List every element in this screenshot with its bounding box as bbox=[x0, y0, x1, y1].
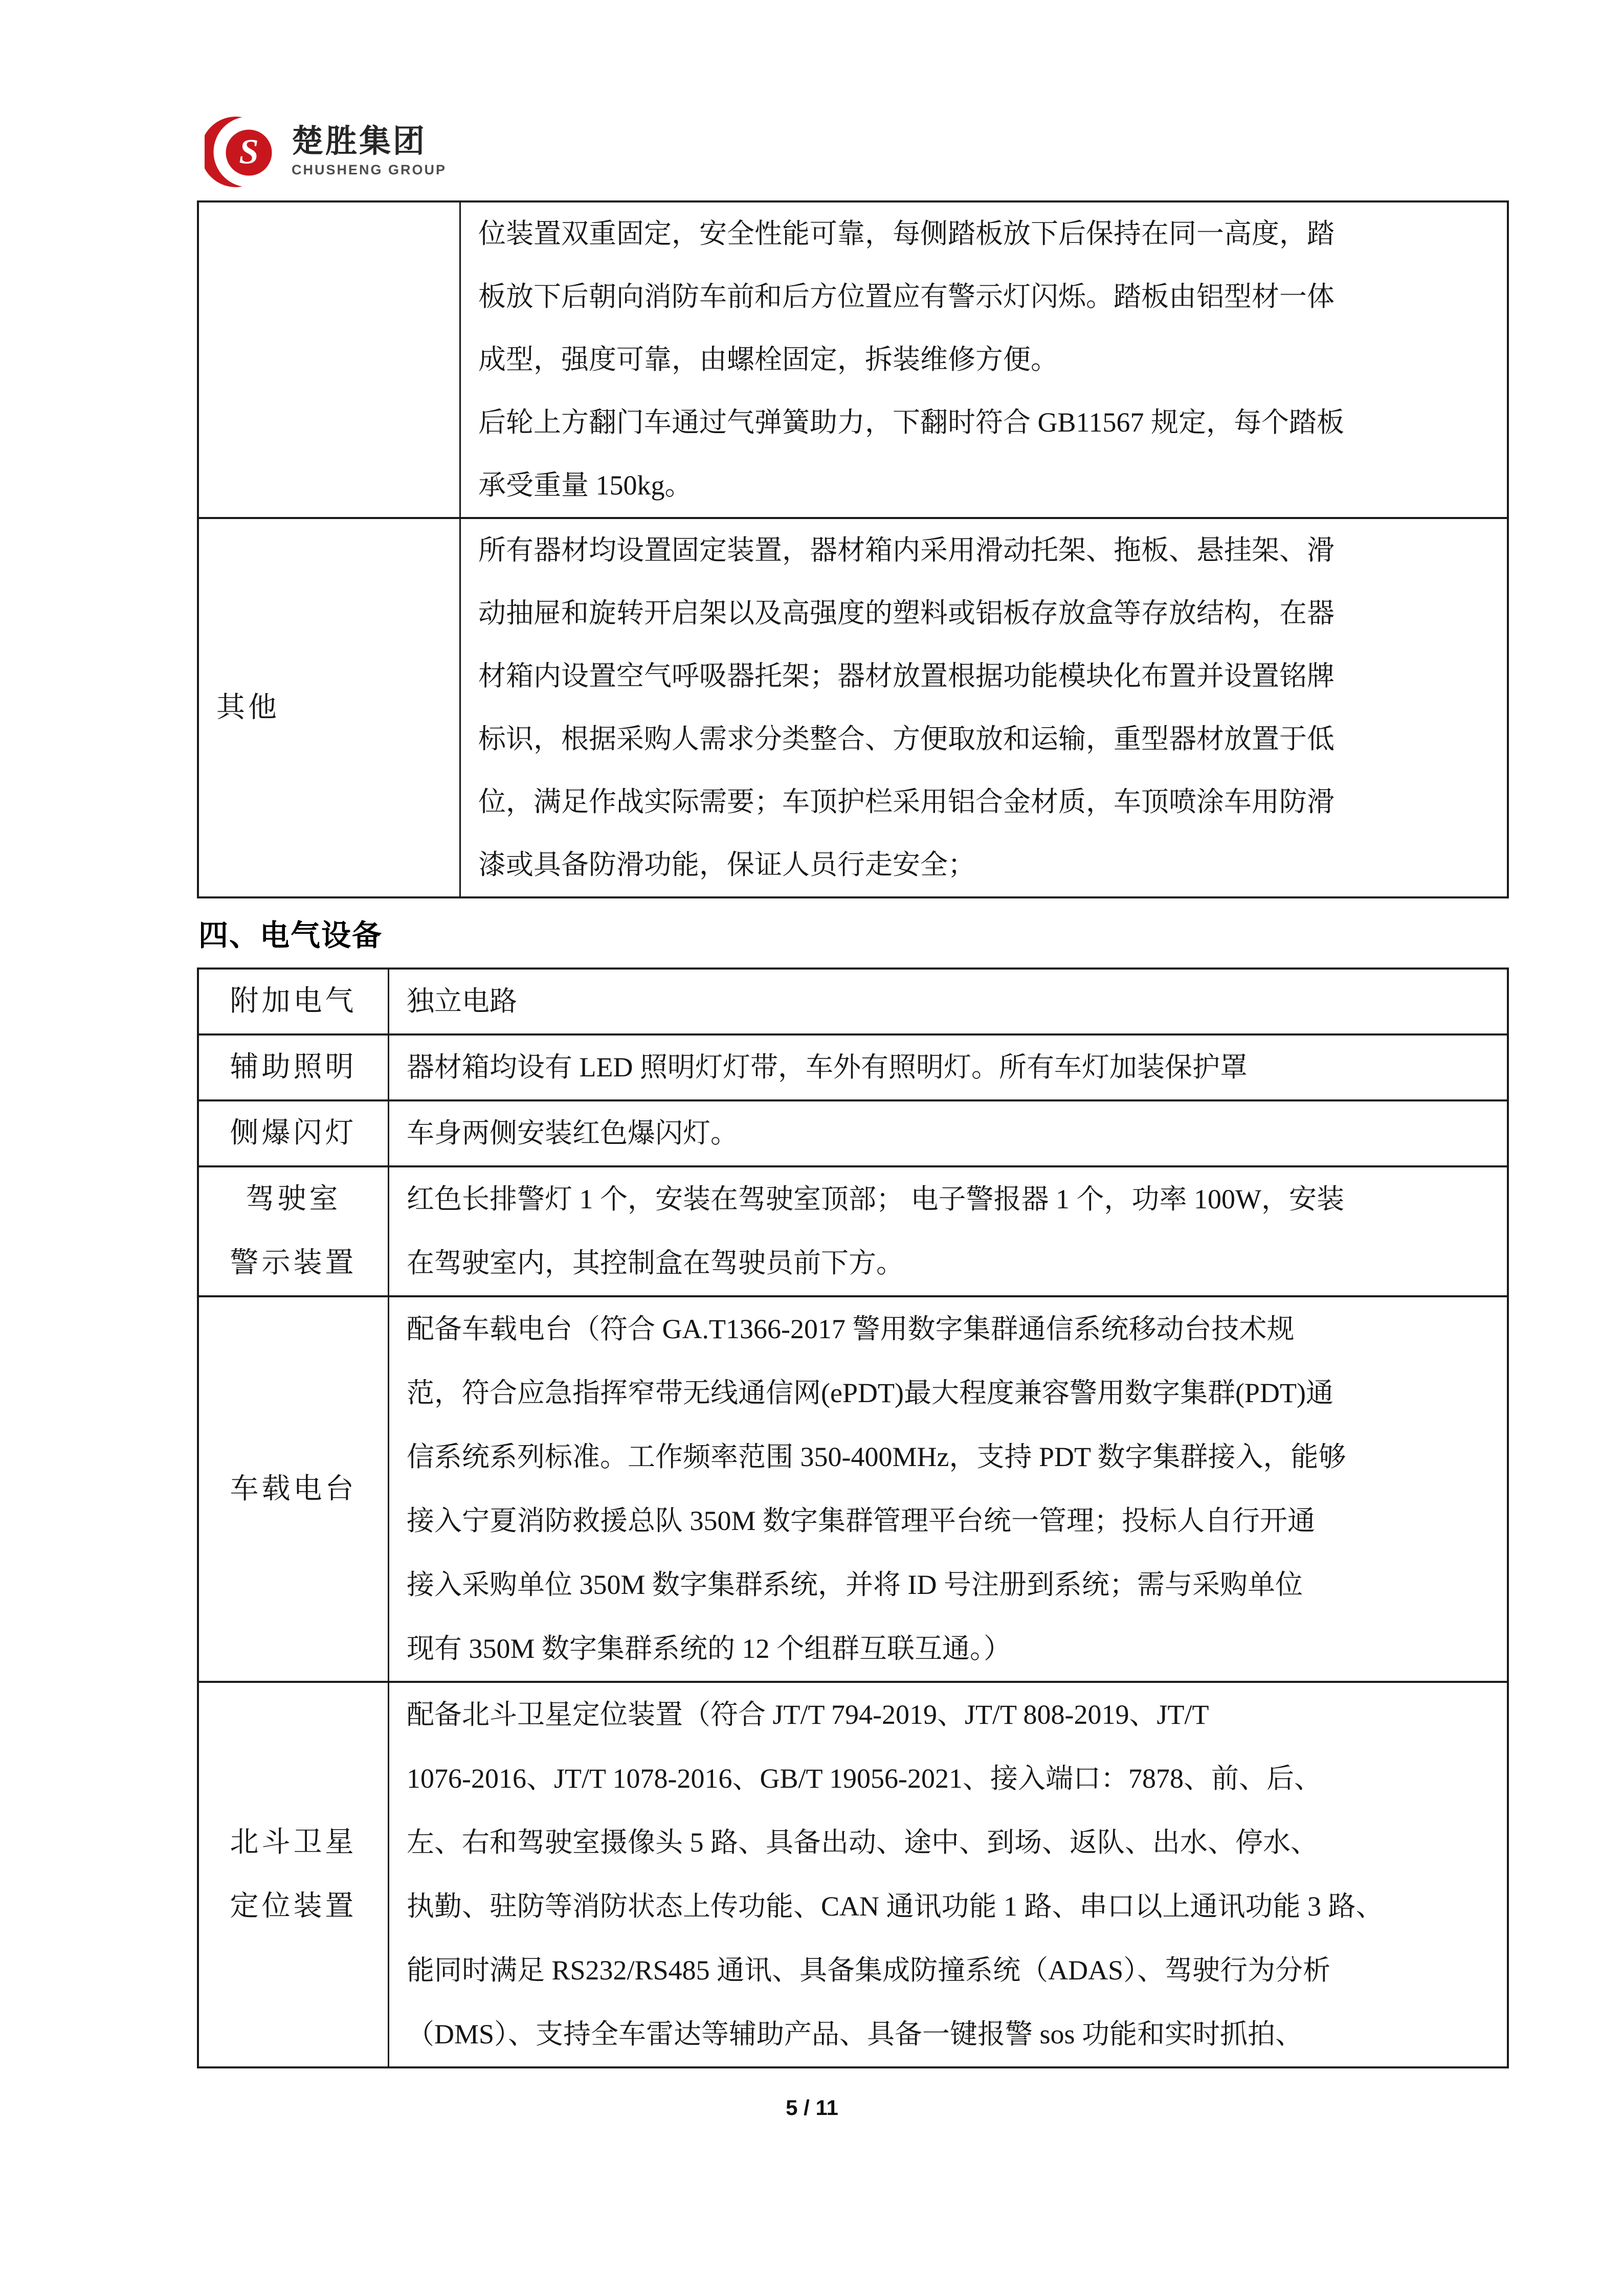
row-content bbox=[389, 970, 1507, 1033]
spec-text-line: 承受重量 150kg。 bbox=[478, 470, 693, 501]
row-label bbox=[199, 519, 461, 896]
table-row bbox=[199, 970, 1507, 1033]
electrical-equipment-table bbox=[197, 967, 1509, 2068]
table-row bbox=[199, 1165, 1507, 1295]
spec-text-line: 左、右和驾驶室摄像头 5 路、具备出动、途中、到场、返队、出水、停水、 bbox=[407, 1827, 1318, 1858]
row-label bbox=[199, 1101, 389, 1165]
row-label bbox=[199, 202, 461, 517]
row-label-line: 侧爆闪灯 bbox=[230, 1117, 357, 1149]
spec-text-line: 位装置双重固定，安全性能可靠，每侧踏板放下后保持在同一高度，踏 bbox=[478, 218, 1334, 249]
spec-text-line: 信系统系列标准。工作频率范围 350-400MHz，支持 PDT 数字集群接入，能够 bbox=[407, 1442, 1346, 1472]
row-label-line: 辅助照明 bbox=[230, 1051, 357, 1083]
spec-text-line: 在驾驶室内，其控制盒在驾驶员前下方。 bbox=[407, 1248, 904, 1278]
spec-text-line: 成型，强度可靠，由螺栓固定，拆装维修方便。 bbox=[478, 344, 1058, 375]
spec-text-line: 动抽屉和旋转开启架以及高强度的塑料或铝板存放盒等存放结构，在器 bbox=[478, 598, 1334, 628]
spec-text-line: 范，符合应急指挥窄带无线通信网(ePDT)最大程度兼容警用数字集群(PDT)通 bbox=[407, 1378, 1333, 1408]
spec-text-line: 能同时满足 RS232/RS485 通讯、具备集成防撞系统（ADAS）、驾驶行为分析 bbox=[407, 1955, 1331, 1986]
row-label-line: 驾驶室 bbox=[246, 1183, 341, 1215]
table-row bbox=[199, 1099, 1507, 1165]
spec-text-line: 标识，根据采购人需求分类整合、方便取放和运输，重型器材放置于低 bbox=[478, 724, 1334, 754]
spec-text-line: 执勤、驻防等消防状态上传功能、CAN 通讯功能 1 路、串口以上通讯功能 3 路、 bbox=[407, 1891, 1384, 1922]
brand-name-cn: 楚胜集团 bbox=[292, 124, 427, 159]
spec-text-line: 独立电路 bbox=[407, 986, 517, 1017]
row-label bbox=[199, 1167, 389, 1295]
spec-text-line: 红色长排警灯 1 个，安装在驾驶室顶部； 电子警报器 1 个，功率 100W，安装 bbox=[407, 1184, 1344, 1214]
table-row bbox=[199, 1295, 1507, 1681]
spec-text-line: 配备北斗卫星定位装置（符合 JT/T 794-2019、JT/T 808-2019、JT/T bbox=[407, 1699, 1209, 1730]
row-label bbox=[199, 970, 389, 1033]
section-heading: 四、电气设备 bbox=[198, 919, 383, 952]
row-content bbox=[389, 1683, 1507, 2066]
svg-text:S: S bbox=[239, 132, 259, 171]
row-content bbox=[389, 1036, 1507, 1099]
table-row bbox=[199, 1033, 1507, 1099]
spec-text-line: 所有器材均设置固定装置，器材箱内采用滑动托架、拖板、悬挂架、滑 bbox=[478, 535, 1334, 566]
spec-text-line: （DMS）、支持全车雷达等辅助产品、具备一键报警 sos 功能和实时抓拍、 bbox=[407, 2019, 1303, 2050]
spec-text-line: 板放下后朝向消防车前和后方位置应有警示灯闪烁。踏板由铝型材一体 bbox=[478, 281, 1334, 312]
spec-text-line: 车身两侧安装红色爆闪灯。 bbox=[407, 1118, 738, 1149]
row-content bbox=[389, 1167, 1507, 1295]
row-label bbox=[199, 1683, 389, 2066]
row-content bbox=[389, 1101, 1507, 1165]
row-content bbox=[461, 202, 1507, 517]
row-label-line: 其他 bbox=[216, 691, 280, 724]
spec-text-line: 后轮上方翻门车通过气弹簧助力，下翻时符合 GB11567 规定，每个踏板 bbox=[478, 407, 1345, 438]
spec-text-line: 器材箱均设有 LED 照明灯灯带，车外有照明灯。所有车灯加装保护罩 bbox=[407, 1052, 1248, 1083]
spec-text-line: 材箱内设置空气呼吸器托架；器材放置根据功能模块化布置并设置铭牌 bbox=[478, 661, 1334, 691]
row-label-line: 北斗卫星 bbox=[230, 1827, 357, 1858]
row-label-line: 车载电台 bbox=[230, 1473, 357, 1505]
spec-text-line: 漆或具备防滑功能，保证人员行走安全； bbox=[478, 849, 975, 880]
row-label-line: 警示装置 bbox=[230, 1247, 357, 1279]
table-row bbox=[199, 1681, 1507, 2066]
company-logo bbox=[205, 114, 447, 190]
logo-text bbox=[292, 124, 447, 180]
row-content bbox=[461, 519, 1507, 896]
row-label-line: 附加电气 bbox=[230, 985, 357, 1017]
spec-text-line: 接入宁夏消防救援总队 350M 数字集群管理平台统一管理；投标人自行开通 bbox=[407, 1505, 1316, 1536]
row-content bbox=[389, 1297, 1507, 1681]
page-number: 5 / 11 bbox=[786, 2096, 838, 2120]
table-row bbox=[199, 517, 1507, 896]
table-row bbox=[199, 202, 1507, 517]
row-label-line: 定位装置 bbox=[230, 1890, 357, 1922]
spec-text-line: 1076-2016、JT/T 1078-2016、GB/T 19056-2021、接入端口：7878、前、后、 bbox=[407, 1763, 1322, 1794]
brand-name-en: CHUSHENG GROUP bbox=[292, 162, 447, 177]
row-label bbox=[199, 1036, 389, 1099]
spec-text-line: 现有 350M 数字集群系统的 12 个组群互联互通。） bbox=[407, 1633, 1012, 1664]
spec-text-line: 接入采购单位 350M 数字集群系统，并将 ID 号注册到系统；需与采购单位 bbox=[407, 1569, 1303, 1600]
row-label bbox=[199, 1297, 389, 1681]
spec-text-line: 配备车载电台（符合 GA.T1366-2017 警用数字集群通信系统移动台技术规 bbox=[407, 1314, 1295, 1344]
spec-text-line: 位，满足作战实际需要；车顶护栏采用铝合金材质，车顶喷涂车用防滑 bbox=[478, 786, 1334, 817]
spec-table-top bbox=[197, 200, 1509, 898]
chusheng-logo-icon bbox=[205, 114, 282, 190]
